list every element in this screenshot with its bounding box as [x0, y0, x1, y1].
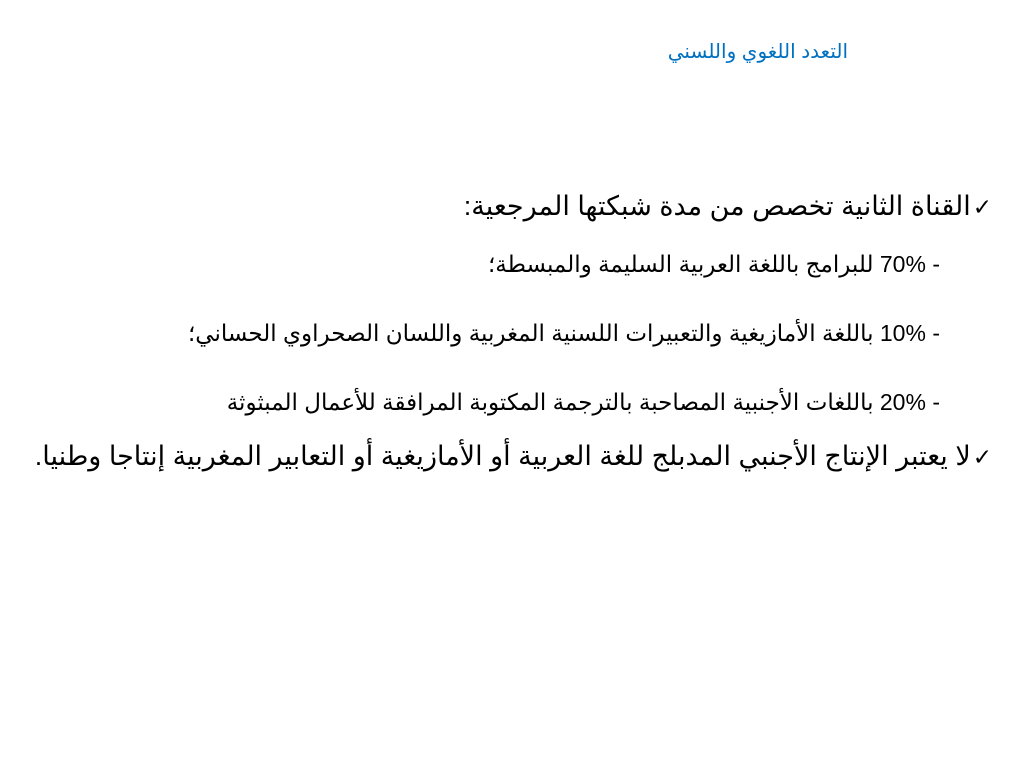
sub-item-text: باللغات الأجنبية المصاحبة بالترجمة المكتوبة المرافقة للأعمال المبثوثة — [226, 389, 874, 415]
bullet-text: لا يعتبر الإنتاج الأجنبي المدبلج للغة العربية أو الأمازيغية أو التعابير المغربية إنتاجا وطنيا. — [34, 441, 971, 471]
checkmark-icon: ✓ — [972, 195, 992, 221]
slide-title — [668, 36, 848, 68]
dash-marker: - — [932, 389, 940, 415]
bullet-channel-share — [30, 178, 992, 236]
sub-item-arabic — [30, 242, 940, 286]
percent-value: 70% — [879, 251, 926, 277]
percent-value: 20% — [879, 389, 926, 415]
sub-item-foreign — [30, 380, 940, 424]
dash-marker: - — [932, 320, 940, 346]
bullet-text: القناة الثانية تخصص من مدة شبكتها المرجعية: — [463, 191, 971, 221]
sub-item-text: للبرامج باللغة العربية السليمة والمبسطة؛ — [487, 251, 874, 277]
sub-item-text: باللغة الأمازيغية والتعبيرات اللسنية المغربية واللسان الصحراوي الحساني؛ — [187, 320, 874, 346]
percent-value: 10% — [879, 320, 926, 346]
sub-item-amazigh — [30, 311, 940, 355]
bullet-dubbed-production — [30, 428, 992, 486]
slide-body — [30, 178, 992, 486]
slide-title-text: التعدد اللغوي واللسني — [667, 41, 848, 63]
dash-marker: - — [932, 251, 940, 277]
checkmark-icon: ✓ — [972, 445, 992, 471]
